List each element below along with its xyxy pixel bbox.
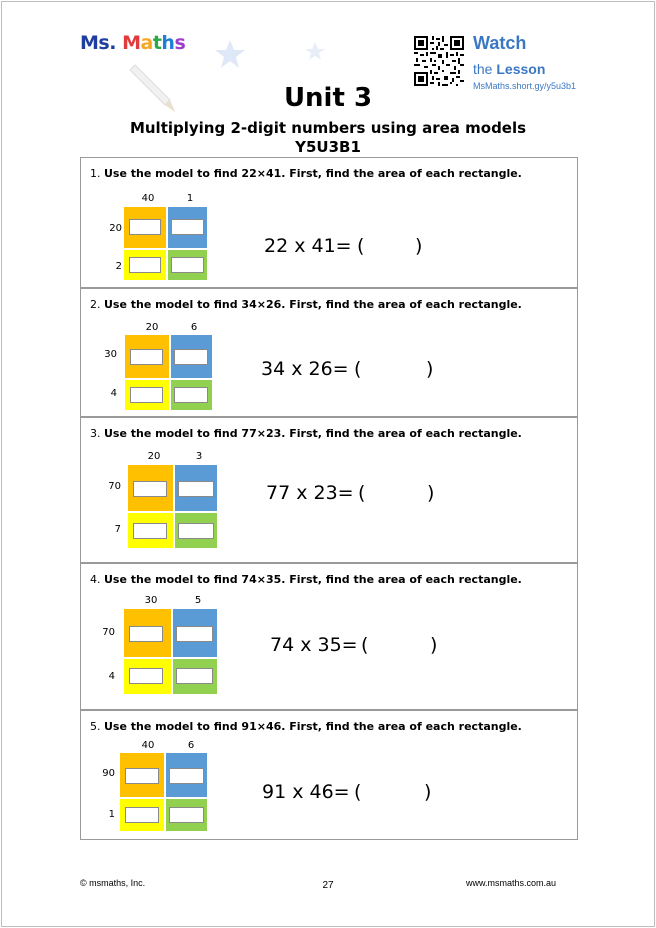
answer-box[interactable] <box>169 807 204 823</box>
side-label: 4 <box>108 671 115 682</box>
area-cell <box>167 206 208 249</box>
area-cell <box>123 249 167 281</box>
equation-text: 34 x 26= <box>261 358 349 380</box>
top-label: 5 <box>194 595 202 606</box>
worksheet-code: Y5U3B1 <box>295 138 361 156</box>
answer-box[interactable] <box>130 387 163 403</box>
qr-code-icon <box>414 36 464 86</box>
area-cell <box>123 658 172 695</box>
ms-maths-logo: Ms. Maths <box>80 32 186 54</box>
answer-box[interactable] <box>133 481 167 497</box>
answer-box[interactable] <box>133 523 167 539</box>
area-cell <box>124 334 170 379</box>
page-number: 27 <box>322 880 334 891</box>
area-cell <box>119 752 165 798</box>
lesson-short-link[interactable]: MsMaths.short.gy/y5u3b1 <box>473 81 577 91</box>
area-cell <box>123 206 167 249</box>
side-label: 7 <box>114 524 121 535</box>
top-label: 6 <box>187 740 195 751</box>
side-label: 2 <box>115 261 122 272</box>
side-label: 4 <box>110 388 117 399</box>
area-cell <box>170 379 213 411</box>
open-paren: ( <box>354 781 362 803</box>
problem-3 <box>80 417 578 563</box>
side-label: 70 <box>102 627 115 638</box>
page-subtitle: Multiplying 2-digit numbers using area models <box>129 119 527 137</box>
area-cell <box>165 798 208 832</box>
equation-text: 77 x 23= <box>266 482 354 504</box>
answer-box[interactable] <box>130 349 163 365</box>
area-cell <box>124 379 170 411</box>
problem-prompt: 4. Use the model to find 74×35. First, find the area of each rectangle. <box>90 573 522 586</box>
side-label: 20 <box>109 223 122 234</box>
area-cell <box>172 608 218 658</box>
answer-box[interactable] <box>125 807 159 823</box>
top-label: 6 <box>190 322 198 333</box>
area-cell <box>119 798 165 832</box>
area-cell <box>127 512 174 549</box>
equation-text: 91 x 46= <box>262 781 350 803</box>
page-title: Unit 3 <box>283 83 373 113</box>
open-paren: ( <box>357 235 365 257</box>
answer-box[interactable] <box>129 219 161 235</box>
close-paren: ) <box>427 482 435 504</box>
area-cell <box>165 752 208 798</box>
answer-box[interactable] <box>176 668 213 684</box>
the-lesson-label: the Lesson <box>473 61 546 77</box>
problem-5 <box>80 710 578 840</box>
answer-box[interactable] <box>129 668 163 684</box>
answer-box[interactable] <box>178 523 214 539</box>
answer-box[interactable] <box>171 219 204 235</box>
answer-box[interactable] <box>125 768 159 784</box>
answer-box[interactable] <box>129 257 161 273</box>
problem-4 <box>80 563 578 710</box>
area-cell <box>174 512 218 549</box>
top-label: 40 <box>141 740 155 751</box>
watch-label: Watch <box>473 33 527 53</box>
area-cell <box>123 608 172 658</box>
top-label: 3 <box>195 451 203 462</box>
answer-box[interactable] <box>174 387 208 403</box>
close-paren: ) <box>426 358 434 380</box>
open-paren: ( <box>358 482 366 504</box>
top-label: 40 <box>141 193 155 204</box>
top-label: 30 <box>144 595 158 606</box>
answer-box[interactable] <box>176 626 213 642</box>
problem-prompt: 2. Use the model to find 34×26. First, find the area of each rectangle. <box>90 298 522 311</box>
side-label: 1 <box>108 809 115 820</box>
problem-prompt: 3. Use the model to find 77×23. First, find the area of each rectangle. <box>90 427 522 440</box>
area-cell <box>167 249 208 281</box>
side-label: 70 <box>108 481 121 492</box>
equation-text: 74 x 35= <box>270 634 358 656</box>
side-label: 90 <box>102 768 115 779</box>
top-label: 20 <box>145 322 159 333</box>
area-cell <box>127 464 174 512</box>
open-paren: ( <box>354 358 362 380</box>
answer-box[interactable] <box>169 768 204 784</box>
footer-website[interactable]: www.msmaths.com.au <box>466 878 557 888</box>
problem-prompt: 5. Use the model to find 91×46. First, find the area of each rectangle. <box>90 720 522 733</box>
equation-text: 22 x 41= <box>264 235 352 257</box>
area-cell <box>172 658 218 695</box>
star-icon <box>305 42 325 60</box>
answer-box[interactable] <box>178 481 214 497</box>
problem-2 <box>80 288 578 417</box>
close-paren: ) <box>424 781 432 803</box>
area-cell <box>174 464 218 512</box>
top-label: 20 <box>147 451 161 462</box>
side-label: 30 <box>104 349 117 360</box>
close-paren: ) <box>430 634 438 656</box>
answer-box[interactable] <box>129 626 163 642</box>
answer-box[interactable] <box>171 257 204 273</box>
open-paren: ( <box>361 634 369 656</box>
area-cell <box>170 334 213 379</box>
footer-copyright: © msmaths, Inc. <box>80 878 146 888</box>
star-icon <box>215 40 245 68</box>
close-paren: ) <box>415 235 423 257</box>
problem-prompt: 1. Use the model to find 22×41. First, find the area of each rectangle. <box>90 167 522 180</box>
top-label: 1 <box>186 193 194 204</box>
problem-1 <box>80 157 578 288</box>
answer-box[interactable] <box>174 349 208 365</box>
